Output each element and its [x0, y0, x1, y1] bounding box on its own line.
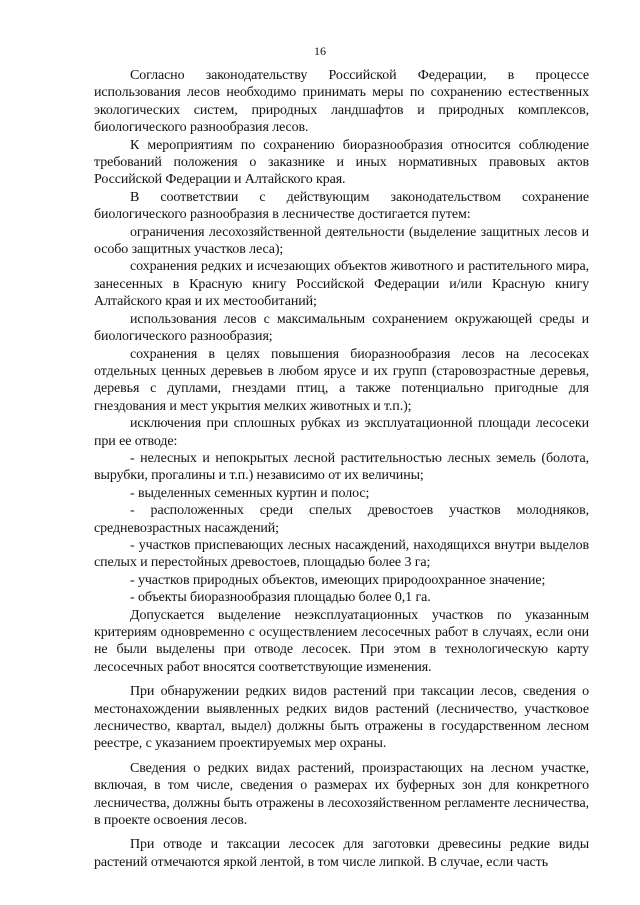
- paragraph: Допускается выделение неэксплуатационных участков по указанным критериям одновременно с осуществлением лесосечных работ в случаях, если они не были выделены при отводе лесосек. При этом в технологическую карту лесосечных работ вносятся соответствующие изменения.: [94, 607, 589, 675]
- paragraph: исключения при сплошных рубках из эксплуатационной площади лесосеки при ее отводе:: [94, 416, 589, 449]
- paragraph: Согласно законодательству Российской Федерации, в процессе использования лесов необходимо принимать меры по сохранению естественных экологических систем, природных ландшафтов и природных комплексов, биологического разнообразия лесов.: [94, 68, 589, 136]
- paragraph: сохранения редких и исчезающих объектов животного и растительного мира, занесенных в Красную книгу Российской Федерации и/или Красную книгу Алтайского края и их местообитаний;: [94, 259, 589, 310]
- paragraph: - участков приспевающих лесных насаждений, находящихся внутри выделов спелых и перестойных древостоев, площадью более 3 га;: [94, 537, 589, 571]
- page-number: 16: [314, 44, 326, 58]
- document-body: [94, 67, 589, 871]
- paragraph: При отводе и таксации лесосек для заготовки древесины редкие виды растений отмечаются яркой лентой, в том числе липкой. В случае, если часть: [94, 837, 589, 870]
- paragraph: В соответствии с действующим законодательством сохранение биологического разнообразия в лесничестве достигается путем:: [94, 189, 589, 223]
- paragraph: сохранения в целях повышения биоразнообразия лесов на лесосеках отдельных ценных деревьев в любом ярусе и их групп (старовозрастные деревья, деревья с дуплами, гнездами птиц, а также потенциально пригодные для гнездования и мест укрытия мелких животных и т.п.);: [94, 346, 589, 414]
- paragraph: - выделенных семенных куртин и полос;: [130, 485, 370, 501]
- paragraph: использования лесов с максимальным сохранением окружающей среды и биологического разнообразия;: [94, 311, 589, 345]
- paragraph: - объекты биоразнообразия площадью более 0,1 га.: [130, 590, 431, 606]
- paragraph: - нелесных и непокрытых лесной растительностью лесных земель (болота, вырубки, прогалины и т.п.) независимо от их величины;: [94, 450, 589, 484]
- paragraph: ограничения лесохозяйственной деятельности (выделение защитных лесов и особо защитных участков леса);: [94, 224, 589, 258]
- paragraph: - расположенных среди спелых древостоев участков молодняков, средневозрастных насаждений;: [94, 503, 589, 536]
- paragraph: При обнаружении редких видов растений при таксации лесов, сведения о местонахождении выявленных редких видов растений (лесничество, участковое лесничество, квартал, выдел) должны быть отражены в государственном лесном реестре, с указанием проектируемых мер охраны.: [94, 684, 589, 752]
- paragraph: Сведения о редких видах растений, произрастающих на лесном участке, включая, в том числе, сведения о размерах их буферных зон для конкретного лесничества, должны быть отражены в лесохозяйственном регламенте лесничества, в проекте освоения лесов.: [94, 760, 589, 829]
- paragraph: К мероприятиям по сохранению биоразнообразия относится соблюдение требований положения о заказнике и иных нормативных правовых актов Российской Федерации и Алтайского края.: [94, 137, 589, 188]
- paragraph: - участков природных объектов, имеющих природоохранное значение;: [130, 572, 546, 588]
